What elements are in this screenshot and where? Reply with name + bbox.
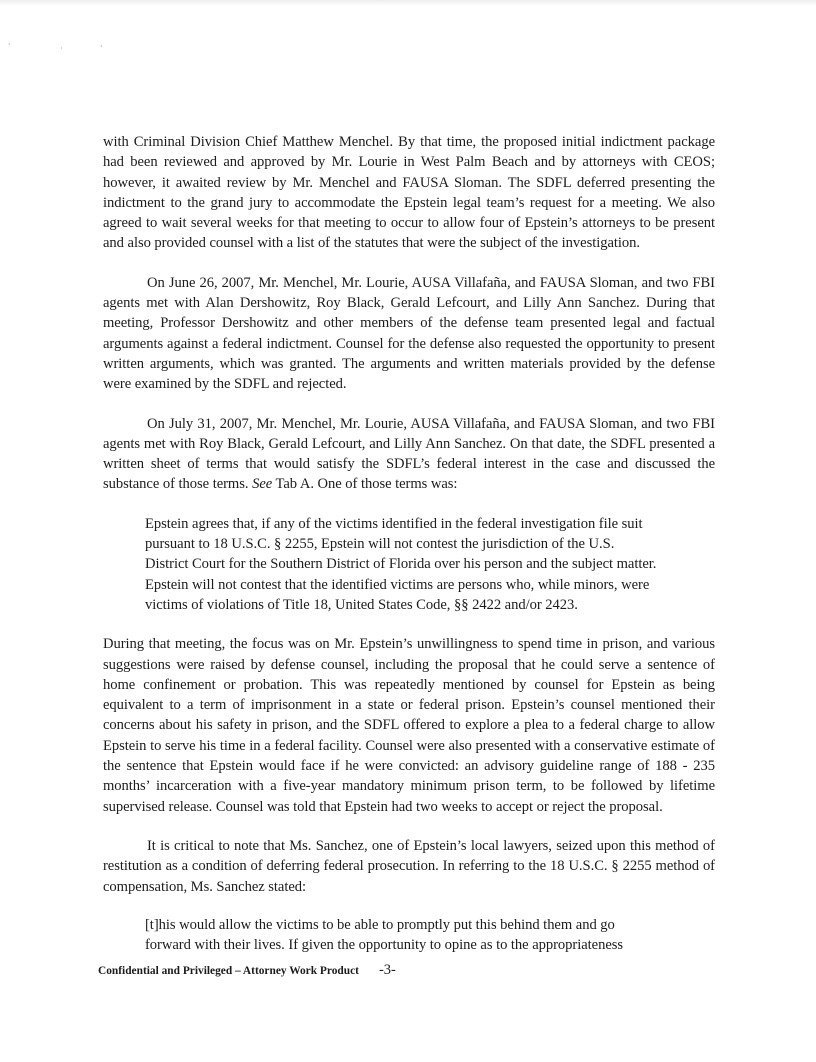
document-body — [103, 132, 715, 955]
scan-speck: · — [60, 44, 63, 53]
paragraph-continued-meeting: with Criminal Division Chief Matthew Menchel. By that time, the proposed initial indictment package had been reviewed and approved by Mr. Lourie in West Palm Beach and by attorneys with CEOS; however, it awaited review by Mr. Menchel and FAUSA Sloman. The SDFL deferred presenting the indictment to the grand jury to accommodate the Epstein legal team’s request for a meeting. We also agreed to wait several weeks for that meeting to occur to allow four of Epstein’s attorneys to be present and also provided counsel with a list of the statutes that were the subject of the investigation. — [103, 134, 715, 252]
scan-speck: · — [100, 42, 103, 51]
scan-edge-shadow — [0, 0, 816, 6]
quote-terms-text: Epstein agrees that, if any of the victims identified in the federal investigation file suit pursuant to 18 U.S.C. § 2255, Epstein will not contest the jurisdiction of the U.S. District Court for the Southern District of Florida over his person and the subject matter. Epstein will not contest that the identified victims are persons who, while minors, were victims of violations of Title 18, United States Code, §§ 2422 and/or 2423. — [145, 515, 657, 613]
see-signal: See — [252, 476, 273, 493]
paragraph-meeting-focus: During that meeting, the focus was on Mr. Epstein’s unwillingness to spend time in prison, and various suggestions were raised by defense counsel, including the proposal that he could serve a sentence of home confinement or probation. This was repeatedly mentioned by counsel for Epstein as being equivalent to a term of imprisonment in a state or federal prison. Epstein’s counsel mentioned their concerns about his safety in prison, and the SDFL offered to explore a plea to a federal charge to allow Epstein to serve his time in a federal facility. Counsel were also presented with a conservative estimate of the sentence that Epstein would face if he were convicted: an advisory guideline range of 188 - 235 months’ incarceration with a five-year mandatory minimum prison term, to be followed by lifetime supervised release. Counsel was told that Epstein had two weeks to accept or reject the proposal. — [103, 636, 715, 815]
july-meeting-text: On July 31, 2007, Mr. Menchel, Mr. Lourie, AUSA Villafaña, and FAUSA Sloman, and two FBI agents met with Roy Black, Gerald Lefcourt, and Lilly Ann Sanchez. On that date, the SDFL presented a written sheet of terms that would satisfy the SDFL’s federal interest in the case and discussed the substance of those terms. — [103, 415, 715, 493]
page-footer — [98, 962, 518, 979]
paragraph-sanchez-restitution: It is critical to note that Ms. Sanchez, one of Epstein’s local lawyers, seized upon this method of restitution as a condition of deferring federal prosecution. In referring to the 18 U.S.C. § 2255 method of compensation, Ms. Sanchez stated: — [103, 837, 715, 895]
quote-sanchez-text: [t]his would allow the victims to be able to promptly put this behind them and go forward with their lives. If given the opportunity to opine as to the appropriateness — [145, 916, 624, 954]
page-number: -3- — [378, 962, 396, 978]
tab-reference: Tab A. One of those terms was: — [275, 476, 458, 493]
block-quote-terms — [145, 514, 659, 615]
block-quote-sanchez — [145, 915, 659, 956]
scan-speck: · — [8, 40, 11, 49]
paragraph-june-meeting: On June 26, 2007, Mr. Menchel, Mr. Lourie, AUSA Villafaña, and FAUSA Sloman, and two FBI agents met with Alan Dershowitz, Roy Black, Gerald Lefcourt, and Lilly Ann Sanchez. During that meeting, Professor Dershowitz and other members of the defense team presented legal and factual arguments against a federal indictment. Counsel for the defense also requested the opportunity to present written arguments, which was granted. The arguments and written materials provided by the defense were examined by the SDFL and rejected. — [103, 274, 715, 393]
paragraph-july-meeting — [103, 414, 715, 495]
confidentiality-label: Confidential and Privileged – Attorney Work Product — [98, 965, 359, 977]
